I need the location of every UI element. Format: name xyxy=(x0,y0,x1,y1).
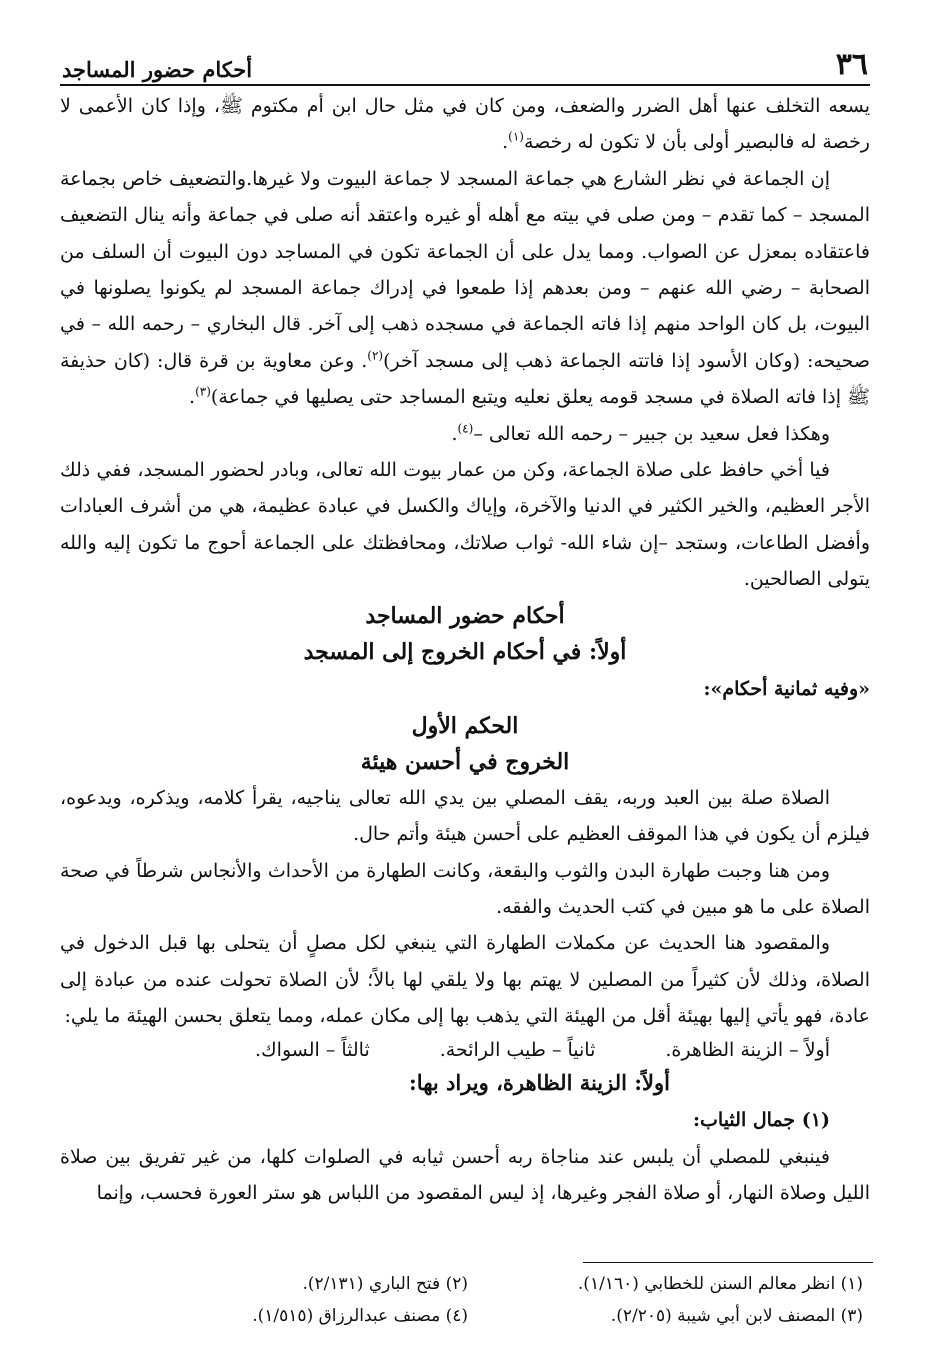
paragraph: ومن هنا وجبت طهارة البدن والثوب والبقعة، وكانت الطهارة من الأحداث والأنجاس شرطاً في صحة الصلاة على ما هو مبين في كتب الحديث والفقه. xyxy=(60,859,870,918)
book-page xyxy=(60,38,870,1211)
footnote-ref: (٣) xyxy=(195,384,211,399)
footnotes xyxy=(73,1272,863,1328)
paragraph: يسعه التخلف عنها أهل الضرر والضعف، ومن كان في مثل حال ابن أم مكتوم ﷺ، وإذا كان الأعمى لا رخصة له فالبصير أولى بأن لا تكون له رخصة$^{(١)}$. xyxy=(60,95,870,154)
subsection-title: أولاً: الزينة الظاهرة، ويراد بها: xyxy=(409,1069,670,1095)
paragraph: والمقصود هنا الحديث عن مكملات الطهارة التي ينبغي لكل مصلٍ أن يتحلى بها قبل الدخول في الصلاة، وذلك لأن كثيراً من المصلين لا يهتم بها ولا يلقي لها بالاً؛ لأن الصلاة تحولت عنده من عبادة إلى عادة، فهو يأتي إليها بهيئة أقل من الهيئة التي يذهب بها إلى مكان عمله، ومما يتعلق بحسن الهيئة ما يلي: xyxy=(60,932,870,1028)
paragraph-text: يسعه التخلف عنها أهل الضرر والضعف، ومن كان في مثل حال ابن أم مكتوم ﷺ، وإذا كان الأعمى لا رخصة له فالبصير أولى بأن لا تكون له رخصة xyxy=(60,95,870,154)
footnote: (٣) المصنف لابن أبي شيبة (٢/٢٠٥). xyxy=(610,1306,863,1326)
section-intro: «وفيه ثمانية أحكام»: xyxy=(703,677,870,700)
page-body xyxy=(60,88,870,1211)
running-title: أحكام حضور المساجد xyxy=(62,57,253,82)
paragraph-text: إن الجماعة في نظر الشارع هي جماعة المسجد لا جماعة البيوت ولا غيرها.والتضعيف خاص بجماعة المسجد – كما تقدم – ومن صلى في بيته مع أهله أو غيره واعتقد أنه صلى في جماعة وأنه ينال التضعيف فاعتقاده بمعزل عن الصواب. ومما يدل على أن الجماعة تكون في المساجد دون البيوت أن السلف من الصحابة – رضي الله عنهم – ومن بعدهم إذا طمعوا في إدراك جماعة المسجد لم يكونوا يصلونها في البيوت، بل كان الواحد منهم إذا فاته الجماعة في مسجده ذهب إلى آخر. قال البخاري – رحمه الله – في صحيحه: (وكان الأسود إذا فاتته الجماعة ذهب إلى مسجد آخر) xyxy=(60,167,870,372)
paragraph: الصلاة صلة بين العبد وربه، يقف المصلي بين يدي الله تعالى يناجيه، يقرأ كلامه، ويذكره، ويدعوه، فيلزم أن يكون في هذا الموقف العظيم على أحسن هيئة وأتم حال. xyxy=(60,786,870,846)
running-header xyxy=(60,38,870,86)
paragraph: إن الجماعة في نظر الشارع هي جماعة المسجد لا جماعة البيوت ولا غيرها.والتضعيف خاص بجماعة المسجد – كما تقدم – ومن صلى في بيته مع أهله أو غيره واعتقد أنه صلى في جماعة وأنه ينال التضعيف فاعتقاده بمعزل عن الصواب. ومما يدل على أن الجماعة تكون في المساجد دون البيوت أن السلف من الصحابة – رضي الله عنهم – ومن بعدهم إذا طمعوا في إدراك جماعة المسجد لم يكونوا يصلونها في البيوت، بل كان الواحد منهم إذا فاته الجماعة في مسجده ذهب إلى آخر. قال البخاري – رحمه الله – في صحيحه: (وكان الأسود إذا فاتته الجماعة ذهب إلى مسجد آخر)$^{(٢)}$. وعن معاوية بن قرة قال: (كان حذيفة ﷺ إذا فاته الصلاة في مسجد قومه يعلق نعليه ويتبع المساجد حتى يصليها في جماعة)$^{(٣)}$. xyxy=(60,167,870,409)
section-title: أحكام حضور المساجد xyxy=(365,602,565,629)
paragraph: فيا أخي حافظ على صلاة الجماعة، وكن من عمار بيوت الله تعالى، وبادر لحضور المسجد، ففي ذلك الأجر العظيم، والخير الكثير في الدنيا والآخرة، وإياك والكسل في عبادة عظيمة، هي من أشرف العبادات وأفضل الطاعات، وستجد –إن شاء الله- ثواب صلاتك، ومحافظتك على الجماعة أحوج ما تكون إليه والله يتولى الصالحين. xyxy=(60,459,870,591)
footnote-divider xyxy=(583,1262,873,1263)
rule-title: الحكم الأول xyxy=(411,712,519,739)
footnote-ref: (٤) xyxy=(457,421,474,436)
section-subtitle: أولاً: في أحكام الخروج إلى المسجد xyxy=(303,638,627,665)
footnote: (٤) مصنف عبدالرزاق (١/٥١٥). xyxy=(252,1306,468,1326)
footnote-ref: (٢) xyxy=(367,348,384,363)
page-number: ٣٦ xyxy=(835,47,868,82)
paragraph: فينبغي للمصلي أن يلبس عند مناجاة ربه أحسن ثيابه في الصلوات كلها، من غير تفريق بين صلاة الليل وصلاة النهار، أو صلاة الفجر وغيرها، إذ ليس المقصود من اللباس هو ستر العورة فحسب، وإنما xyxy=(60,1145,870,1204)
enumeration-list xyxy=(60,1035,870,1065)
paragraph: وهكذا فعل سعيد بن جبير – رحمه الله تعالى –$^{(٤)}$. xyxy=(451,421,830,445)
list-item: ثانياً – طيب الرائحة. xyxy=(439,1038,596,1061)
footnote: (١) انظر معالم السنن للخطابي (١/١٦٠). xyxy=(577,1274,863,1294)
list-item: ثالثاً – السواك. xyxy=(254,1038,370,1061)
item-title: (١) جمال الثياب: xyxy=(693,1108,830,1131)
paragraph-text: وهكذا فعل سعيد بن جبير – رحمه الله تعالى – xyxy=(473,422,830,445)
list-item: أولاً – الزينة الظاهرة. xyxy=(665,1038,830,1061)
footnote-ref: (١) xyxy=(508,130,524,145)
rule-subtitle: الخروج في أحسن هيئة xyxy=(360,748,570,775)
paragraph-text: . وعن معاوية بن قرة قال: (كان حذيفة ﷺ إذا فاته الصلاة في مسجد قومه يعلق نعليه ويتبع المساجد حتى يصليها في جماعة) xyxy=(60,349,870,409)
footnote: (٢) فتح الباري (٢/١٣١). xyxy=(302,1274,468,1294)
